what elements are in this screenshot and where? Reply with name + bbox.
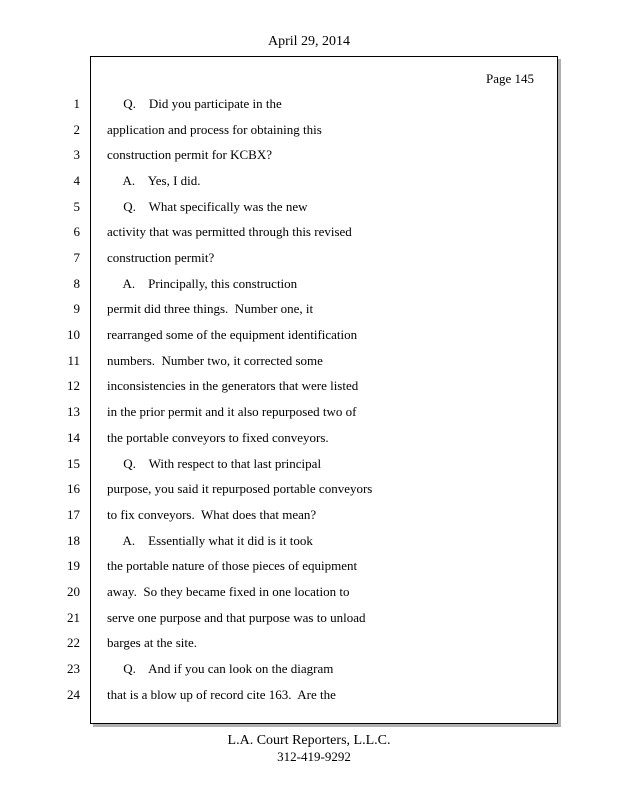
line-number: 6 (73, 224, 80, 239)
line-number: 7 (73, 250, 80, 265)
line-number: 8 (73, 276, 80, 291)
transcript-line: activity that was permitted through this revised (107, 224, 352, 239)
transcript-line: Q. What specifically was the new (107, 199, 308, 214)
transcript-line: purpose, you said it repurposed portable conveyors (107, 481, 373, 496)
line-number: 17 (67, 507, 80, 522)
line-number: 23 (67, 661, 80, 676)
transcript-line: barges at the site. (107, 635, 198, 650)
line-number: 20 (67, 584, 80, 599)
footer-phone: 312-419-9292 (277, 749, 351, 764)
line-number: 24 (67, 687, 80, 702)
line-number: 3 (73, 147, 80, 162)
footer-company: L.A. Court Reporters, L.L.C. (227, 733, 391, 748)
transcript-line: application and process for obtaining this (107, 122, 322, 137)
transcript-line: the portable conveyors to fixed conveyors. (107, 430, 329, 445)
header-date: April 29, 2014 (267, 34, 351, 49)
page-number: Page 145 (485, 71, 534, 86)
transcript-line: in the prior permit and it also repurposed two of (107, 404, 357, 419)
line-number: 12 (67, 378, 80, 393)
transcript-line: Q. And if you can look on the diagram (107, 661, 334, 676)
transcript-line: construction permit for KCBX? (107, 147, 272, 162)
transcript-line: to fix conveyors. What does that mean? (107, 507, 317, 522)
transcript-line: inconsistencies in the generators that were listed (107, 378, 359, 393)
line-number: 5 (73, 199, 80, 214)
transcript-line: that is a blow up of record cite 163. Are the (107, 687, 336, 702)
line-number: 13 (67, 404, 80, 419)
transcript-line: rearranged some of the equipment identification (107, 327, 358, 342)
transcript-line: the portable nature of those pieces of equipment (107, 558, 358, 573)
line-number: 14 (67, 430, 80, 445)
line-number: 22 (67, 635, 80, 650)
line-number: 1 (73, 96, 80, 111)
line-number: 15 (67, 456, 80, 471)
line-number: 2 (73, 122, 80, 137)
line-number: 10 (67, 327, 80, 342)
line-number: 11 (67, 353, 80, 368)
transcript-line: serve one purpose and that purpose was to unload (107, 610, 366, 625)
transcript-line: Q. Did you participate in the (107, 96, 282, 111)
line-number: 4 (73, 173, 80, 188)
line-number: 19 (67, 558, 80, 573)
line-number: 16 (67, 481, 80, 496)
transcript-line: permit did three things. Number one, it (107, 301, 314, 316)
line-number: 18 (67, 533, 80, 548)
line-number: 9 (73, 301, 80, 316)
transcript-line: A. Essentially what it did is it took (107, 533, 313, 548)
transcript-line: A. Principally, this construction (107, 276, 298, 291)
transcript-line: away. So they became fixed in one location to (107, 584, 350, 599)
transcript-line: Q. With respect to that last principal (107, 456, 322, 471)
transcript-line: numbers. Number two, it corrected some (107, 353, 323, 368)
transcript-line: A. Yes, I did. (107, 173, 201, 188)
line-number: 21 (67, 610, 80, 625)
transcript-line: construction permit? (107, 250, 215, 265)
